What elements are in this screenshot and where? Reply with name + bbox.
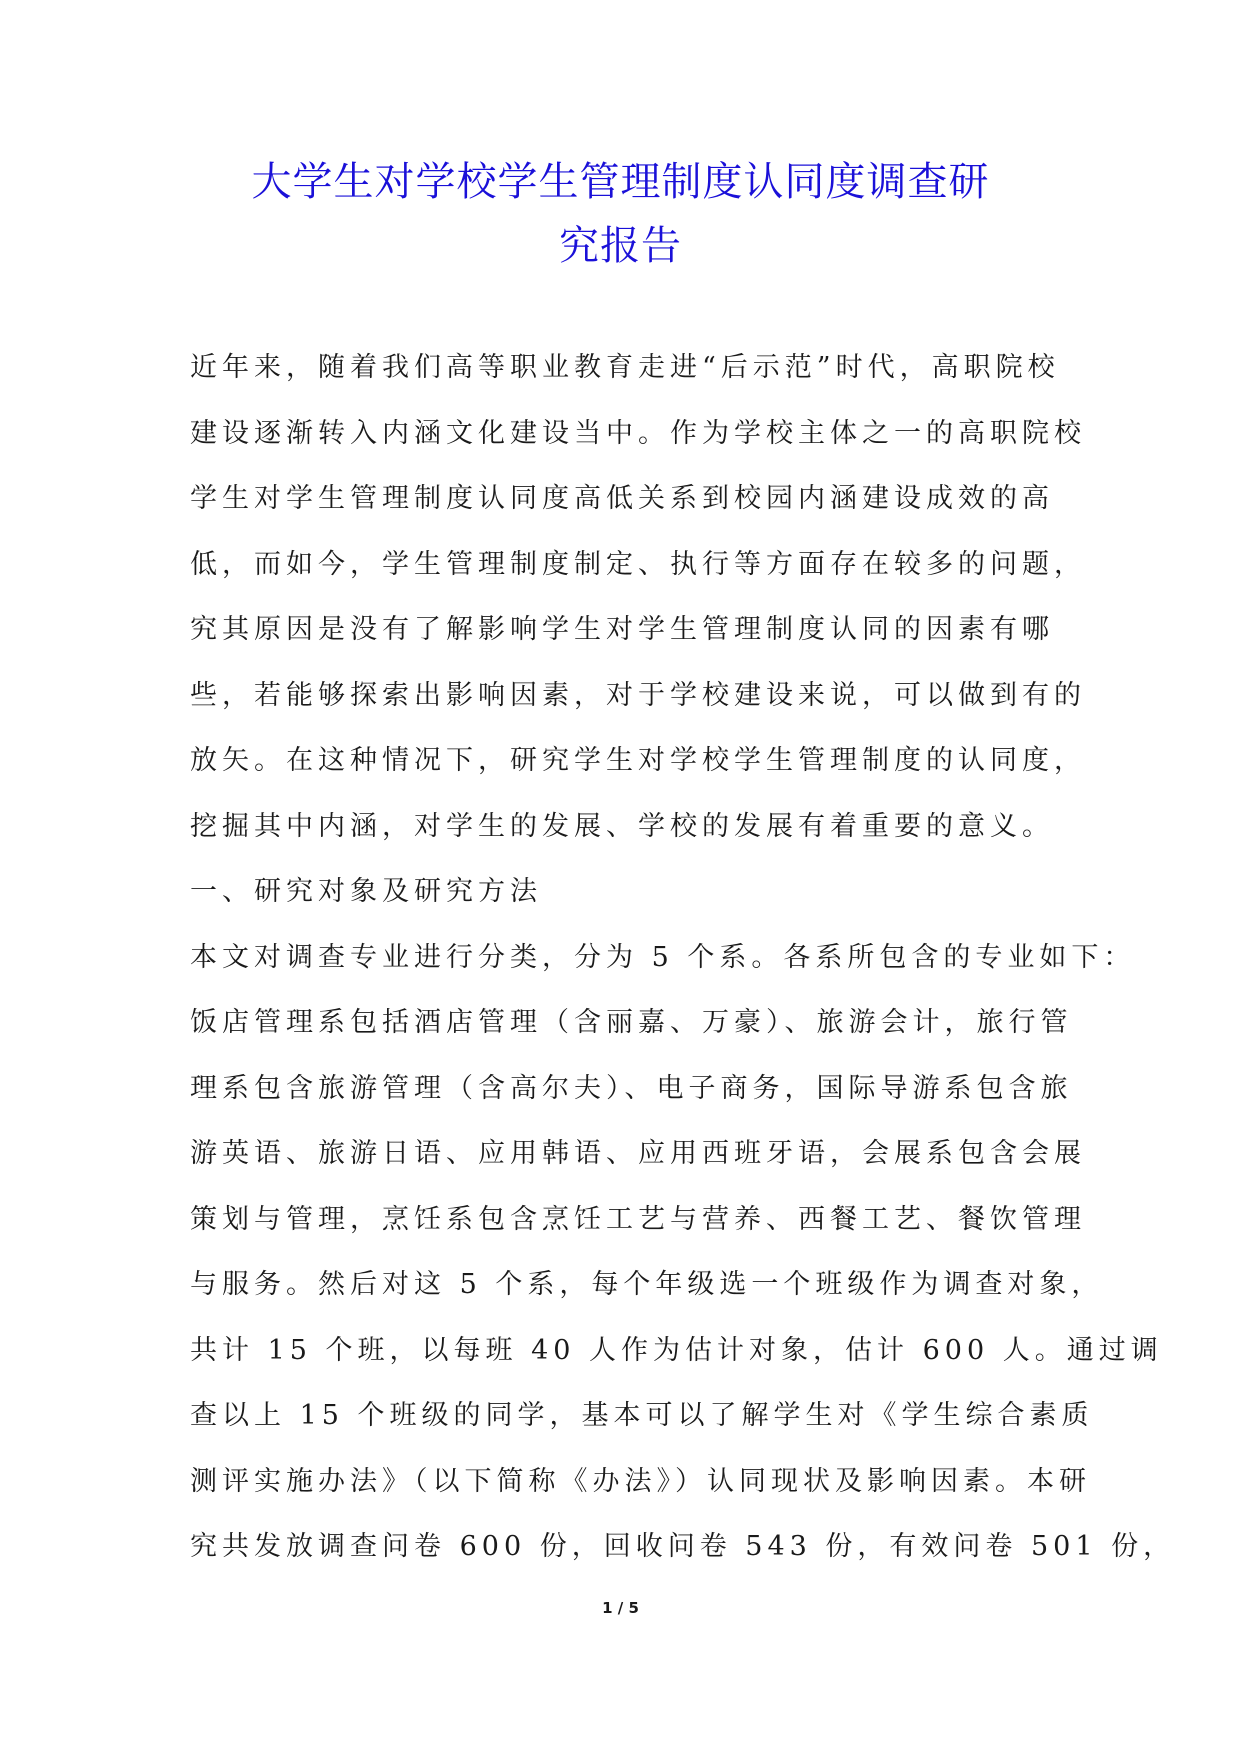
body-line-12: 理系包含旅游管理（含高尔夫）、电子商务，国际导游系包含旅 [190,1072,1073,1104]
title-line-1: 大学生对学校学生管理制度认同度调查研 [251,159,990,205]
body-line-15: 与服务。然后对这 5 个系，每个年级选一个班级作为调查对象， [190,1269,1104,1300]
body-line-10: 本文对调查专业进行分类，分为 5 个系。各系所包含的专业如下： [190,941,1136,973]
body-line-7: 放矢。在这种情况下，研究学生对学校学生管理制度的认同度， [190,745,1086,776]
body-line-5: 究其原因是没有了解影响学生对学生管理制度认同的因素有哪 [190,614,1054,645]
body-line-8: 挖掘其中内涵，对学生的发展、学校的发展有着重要的意义。 [190,810,1054,842]
body-line-17: 查以上 15 个班级的同学，基本可以了解学生对《学生综合素质 [190,1400,1094,1431]
body-line-2: 建设逐渐转入内涵文化建设当中。作为学校主体之一的高职院校 [190,417,1086,449]
section-heading: 一、研究对象及研究方法 [190,876,542,907]
body-line-14: 策划与管理，烹饪系包含烹饪工艺与营养、西餐工艺、餐饮管理 [190,1203,1086,1235]
page-number: 1 / 5 [602,1599,639,1617]
body-line-1: 近年来，随着我们高等职业教育走进“后示范”时代，高职院校 [190,352,1060,383]
body-line-6: 些，若能够探索出影响因素，对于学校建设来说，可以做到有的 [190,679,1086,711]
document-body [190,352,1176,1598]
document-title [150,150,1091,278]
body-line-18: 测评实施办法》（以下简称《办法》）认同现状及影响因素。本研 [190,1465,1091,1497]
body-line-16: 共计 15 个班，以每班 40 人作为估计对象，估计 600 人。通过调 [190,1334,1163,1366]
body-line-3: 学生对学生管理制度认同度高低关系到校园内涵建设成效的高 [190,483,1054,514]
body-line-11: 饭店管理系包括酒店管理（含丽嘉、万豪）、旅游会计，旅行管 [190,1007,1073,1038]
body-line-4: 低，而如今，学生管理制度制定、执行等方面存在较多的问题， [190,548,1086,580]
title-line-2: 究报告 [559,223,682,269]
body-line-13: 游英语、旅游日语、应用韩语、应用西班牙语，会展系包含会展 [190,1138,1086,1169]
body-line-19: 究共发放调查问卷 600 份，回收问卷 543 份，有效问卷 501 份， [190,1531,1176,1562]
